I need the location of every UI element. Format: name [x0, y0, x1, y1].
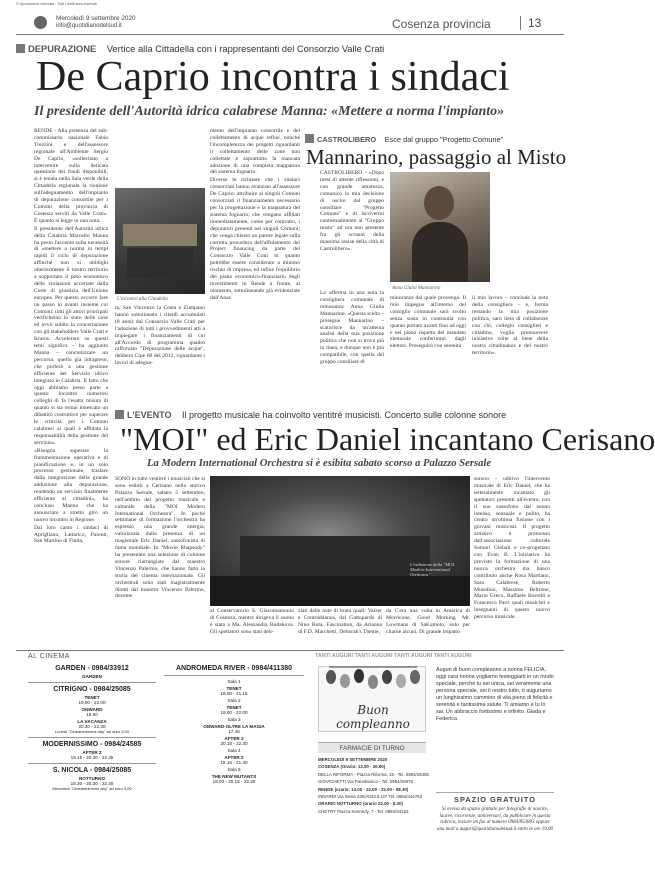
film-times: 17.45	[228, 729, 240, 734]
balloons-icon	[319, 667, 427, 697]
main-column-1	[34, 128, 108, 594]
cinema-block	[28, 686, 156, 734]
film-times: 18.15 - 20.30 - 22.45	[70, 755, 114, 760]
farmacie-line: INNARDI Via Sesia 430/A033.5.10* Tel. 0984/444753	[318, 794, 423, 800]
side-column-1: CASTROLIBERO - «Dopo mesi di attente riflessioni, e con grande amarezza, comunico la mia decisione di uscire dal gruppo consiliare "Progetto Comune" e di iscrivermi contestualmente al "Gruppo misto" ad ora non presente fra gli scranni della massima assise della città di Castrolibero».	[320, 170, 384, 252]
farmacie-header-bar	[318, 742, 426, 753]
main-paragraph: mento dell'impianto consortile e del collettamento di acque reflue, nonché l'incompletezza dei progetti riguardanti il collettamento delle zone non collettate e soprattutto la mancata adozione di una completa mappatura del sistema fognario.	[210, 128, 300, 176]
mannarino-photo	[390, 172, 490, 282]
cinema-name: GARDEN - 0984/33912	[55, 665, 129, 672]
screening	[164, 767, 304, 784]
photo-audience-shape	[210, 576, 470, 606]
cinema-block	[28, 767, 156, 791]
cinema-name: MODERNISSIMO - 0984/24585	[42, 741, 142, 748]
farmacie-line: ORARIO NOTTURNO (orario 22.00 - 8.30)	[318, 801, 403, 807]
farmacie-line: GIOVICHETTI Via Panebianco - Tel. 0984/26970	[318, 779, 414, 785]
main-paragraph: Diverse le richieste che i sindaci consorziati hanno avanzato all'assessore De Caprio: attribuire ai singoli Comuni consorziati il finanziamento necessario per la progettazione e la mappatura del sistema fognario; che vengano affidati immediatamente, come per contratto, i depuratori presenti nei singoli Comuni; che venga chiesto un parere legale sulla corretta procedura dell'affidamento del Project financing da parte del Consorzio Valle Crati in quanto potrebbe essere considerato a minimo rischio di impresa, ed infine l'equilibrio del piano economico-finanziario degli investimenti in Rende a fronte, al momento, sottolineando già evidenziate dall'Anac.	[210, 177, 300, 301]
section-name: Cosenza provincia	[392, 17, 491, 31]
spazio-text: Si avvisa da spazio gratuito per fotografie di nascite, lauree, ricorrenze, anniversari, da pubblicare in questa rubrica, inviare un fax al numero 0984/853893 oppure una mail a auguri@quotidianodelsud.it entro le ore 19.00	[436, 807, 554, 832]
side-kicker-line: Esce dal gruppo "Progetto Comune"	[384, 135, 504, 144]
side-kicker: CASTROLIBERO	[317, 135, 377, 144]
cinema-note: Mercoledì "Cineamnimomi day" ad euro 3,00	[52, 786, 132, 791]
event-column-4: da C'era una volta in America di Morricone, Good Morning Mr. Lowmans di SaKamoto, solo per citarne alcuni. Di grande impatto	[386, 608, 470, 635]
photo-musicians-shape	[240, 536, 430, 576]
main-column-3	[210, 128, 300, 392]
main-column-2: ta, San Vincenzo la Costa e Zumpano hanno sottolineato i ritardi accumulati (8 anni) dal Consorzio Valle Crati per l'adozione di tutti i provvedimenti atti a impiegare i finanziamenti di cui all'Accordo di programma quadro rafforzato "Depurazione delle acque", delibera Cipe 60 del 2012, riguardante i lavori di adegua-	[115, 305, 205, 367]
contact-email: info@quotidianodelsud.it	[56, 23, 122, 29]
farmacie-line: DELLA RIFORMA - Piazza Riforma, 15 - Tel. 0984/26485	[318, 771, 429, 777]
issue-date: Mercoledì 9 settembre 2020	[56, 15, 136, 22]
birthday-card	[318, 666, 426, 732]
event-subhead: La Modern International Orchestra si è esibita sabato scorso a Palazzo Sersale	[147, 458, 492, 469]
film-title: TENET	[226, 705, 242, 710]
screening	[164, 736, 304, 746]
film-title: TENET	[226, 686, 242, 691]
cinema-divider	[28, 682, 156, 683]
screening	[164, 717, 304, 734]
orchestra-photo	[210, 476, 470, 606]
sala-label: Sala 2	[227, 698, 241, 703]
cinema-name: S. NICOLA - 0984/25085	[52, 767, 132, 774]
kicker-square-icon	[305, 134, 314, 143]
cinema-column-2	[164, 665, 304, 870]
main-paragraph: RENDE - Alla presenza del sub-commissario nazionale Fabio Trezzini e dell'assessore regionale all'Ambiente Sergio De Caprio, «sollecitato a intervenire sulla delicata questione dei fondi disponibili, si è tenuta nella Sala verde della Cittadella regionale la riunione sull'adeguamento dell'impianto di depurazione consortile per i Comuni della provincia di Cosenza serviti da Valle Crati». È quanto si legge in una nota.	[34, 128, 108, 224]
farmacie-line: COSENZA (Orario: 13.00 - 20.00)	[318, 764, 386, 770]
film-title: LA VACANZA	[77, 719, 107, 724]
film-title: AFTER 2	[224, 736, 244, 741]
film-title: ONWARD-OLTRE LA MAGIA	[203, 724, 265, 729]
side-column-4: il mio lavoro – conclude la nota della consigliera – e, forma restando la mia posizione politica, sarò lieta di collaborare con chi, colleghi consiglieri e cittadino, voglia promuovere iniziative volte al bene della nostra cittadinanza e del nostro territorio».	[472, 295, 548, 357]
photo-people-shape	[127, 248, 193, 278]
film-title: GARDEN	[82, 674, 102, 679]
film-times: 19.00 - 22.00	[220, 710, 248, 715]
event-photo-caption: L'esibizione della "MOI Modern International Orchestra"	[410, 562, 454, 577]
copyright-notice: © riproduzione riservata · Tutti i diritti sono riservati	[16, 2, 97, 6]
main-photo-caption: L'incontro alla Cittadella	[117, 297, 168, 302]
auguri-message: Auguri di buon compleanno a nonna FELICIA, oggi cara nonna vogliamo festeggiarti in un modo speciale, perché tu sei unica, sei veramente una persona speciale, sei il nostro tutto, ti auguriamo un lunghissimo cammino di vita pieno di felicità e serenità e tantissima salute. Ti amiamo e tu lo sai. Un abbraccio fortissimo e infinito. Giada e Federica	[436, 667, 554, 722]
photo-body-shape	[412, 222, 468, 282]
event-headline: "MOI" ed Eric Daniel incantano Cerisano	[120, 421, 655, 457]
logo-circle-icon	[34, 16, 47, 29]
farmacie-line: MERCOLEDÌ 9 SETTEMBRE 2020	[318, 757, 388, 762]
film-times: 18.30 - 20.30 - 22.30	[70, 781, 114, 786]
cinema-header: AL CINEMA	[28, 653, 70, 660]
cinema-block	[28, 665, 156, 679]
farmacie-line: RENDE (orario: 13.00 - 22.00 - 22.00 - 08.30)	[318, 786, 409, 792]
main-paragraph: «Bisogna superare la frammentazione operativa e di pianificazione e, in un solo processo gestionale, traslare dalla integrazione della grande adduzione alla depurazione, rendendo un servizio finalmente efficiente ai cittadini», ha concluso Manna che ha annunciato a stretto giro un nuovo incontro in Regione.	[34, 447, 108, 523]
section-rule	[16, 650, 564, 651]
screening	[164, 679, 304, 696]
photo-head-shape	[424, 186, 454, 220]
sala-label: Sala 4	[227, 748, 241, 753]
kicker-square-icon	[16, 44, 25, 53]
farmacie-line: CHETRY Piazza Kennedy, 7 - Tel. 0984/34153	[318, 808, 409, 814]
meeting-photo	[115, 188, 205, 294]
page-number: 13	[528, 16, 542, 30]
farmacie-list	[318, 756, 430, 815]
film-title: NOTTURNO	[78, 776, 106, 781]
screening	[164, 698, 304, 715]
auguri-header: TANTI AUGURI TANTI AUGURI TANTI AUGURI TANTI AUGURI	[315, 653, 472, 659]
cinema-column-1	[28, 665, 156, 870]
main-paragraph: Il presidente dell'Autorità idrica della Calabria Marcello Manna ha posto l'accento sulla necessità di «mettere a norma in tempi rapidi il ciclo di depurazione affinché non si obblighi ulteriormente il nostro territorio a sopportare il peso economico delle violazioni accertate dalla Corte di giustizia dell'Unione europea. Per questo occorre fare un passo in avanti insieme coi Comuni: tutti gli attori principali verificheino lo stato delle cose ed avvii subito la concertazione con gli stakeholders Valle Crati e Kratos. Accelerare su questi temi significa – ha aggiunto Manna – concretizzare un percorso, quello già intrapreso, che porterà a una gestione efficiente del Servizio idrico integrato in Calabria. Il fatto che oggi abbiamo preso parte a questo incontro numerosi colleghi di fa l'esatta misura di quanto si sia ormai innescato un dibattito costruttivo per superare le criticità per i Comuni calabresi ai quali è affidata la responsabilità della gestione del servizio».	[34, 225, 108, 446]
film-title: AFTER 2	[224, 755, 244, 760]
side-column-2: Lo afferma in una nota la consigliera comunale di minoranza Anna Giulia Mannarino. «Questa scelta – prosegue Mannarino – scaturisce da un'attenta analisi della mia posizione politica che non si trova più in linea, e dunque non è più compatibile, con quella del gruppo consiliare di	[320, 290, 384, 366]
film-times: 19.00 - 22.00	[78, 700, 106, 705]
film-times: 18.00 - 20.15 - 22.30	[212, 779, 256, 784]
side-column-3: minoranza dal quale provengo. Il mio impegno all'interno del consiglio comunale sarà svolto senza sosta in continuità con quanto portato avanti fino ad oggi e nel pieno rispetto del mandato elettorale conferitomi dagli elettori. Proseguirò con serenità	[390, 295, 466, 350]
spazio-header: SPAZIO GRATUITO	[454, 795, 536, 804]
side-headline: Mannarino, passaggio al Misto	[306, 145, 567, 169]
film-times: 20.15 - 22.30	[220, 741, 248, 746]
film-times: 18.15 - 21.30	[220, 760, 248, 765]
photo-table-shape	[123, 224, 197, 246]
film-times: 20.30 - 22.30	[78, 724, 106, 729]
event-kicker-line: Il progetto musicale ha coinvolto ventitré musicisti. Concerto sulle colonne sonore	[181, 410, 507, 420]
main-headline: De Caprio incontra i sindaci	[36, 54, 510, 100]
event-column-3: ziati dalle note di brani quali: Valzer e Contraddanza, dal Gattopardo di Nino Rota, Fascination, da Arianna di F.D. Marchetti, Deborah's Theme,	[298, 608, 382, 635]
cinema-divider	[28, 737, 156, 738]
divider	[520, 16, 521, 30]
main-subhead: Il presidente dell'Autorità idrica calabrese Manna: «Mettere a norma l'impianto»	[34, 104, 505, 119]
film-title: ONWARD	[81, 707, 103, 712]
side-photo-caption: Anna Giulia Mannarino	[392, 286, 441, 291]
cinema-divider	[28, 763, 156, 764]
film-times: 18.00 - 21.15	[220, 691, 248, 696]
event-column-1: SONO in tutto ventitré i musicisti che si sono esibiti a Cerisano nello storico Palazzo Sersale, sabato 5 settembre, nell'ambito del progetto musicale e culturale della "MOI Modern International Orchestra". In poche settimane di formazione l'orchestra ha espresso una grande energia, valorizzata dalla presenza di un magistrale Eric Daniel, sassofonista di fama mondiale. In "Movie Rhapsody" ha presentato una selezione di colonne sonore riarrangiate dal maestro Vincenzo Palermo, che hanno fatto la storia del cinema internazionale. Gli orchestrali sono stati magistralmente diretti dal maestro Vincenzo Palermo, docente	[115, 476, 205, 600]
event-column-2: al Conservatorio S. Giacomantonio di Cosenza, mentre dirigeva il suono è stata a Ma. Alessandra Rudakova. Gli spettatori sono stati deli-	[210, 608, 294, 635]
sala-label: Sala 3	[227, 717, 241, 722]
kicker-square-icon	[115, 410, 124, 419]
cinema-name: ANDROMEDA RIVER - 0984/411380	[175, 665, 293, 672]
event-kicker: L'EVENTO	[127, 410, 172, 420]
spazio-box	[436, 792, 554, 833]
cinema-note: Lunedì "Cineamnimomi day" ad euro 3,00	[55, 729, 129, 734]
film-times: 18.00	[86, 712, 98, 717]
film-title: THE NEW MUTANTS	[211, 774, 257, 779]
main-paragraph: Dal loro canto i sindaci di Aprigliano, Lattarico, Parenti, San Martino di Finita,	[34, 524, 108, 545]
card-greeting: Buon compleanno	[336, 703, 410, 731]
film-title: TENET	[84, 695, 100, 700]
main-kicker: DEPURAZIONE	[28, 43, 97, 54]
sala-label: Sala 5	[227, 767, 241, 772]
farmacie-header: FARMACIE DI TURNO	[339, 745, 405, 752]
event-column-5: sonoro - uditivo l'intervento musicale di Eric Daniel, che ha letteralmente incantato gli spettatori presenti all'evento, con il suo sassofono dal suono intenso, sensuale e pulito, ha creato un'ottima fusione con i giovani musicisti. Il progetto artistico è promosso dall'associazione culturale Somari Globali e co-progettato con Evan B. L'iniziativa ha previsto la formazione di una nuova orchestra ma banco contributo anche Rosa Martiano, Sara Calabrese, Roberto Musolino, Massimo Beltrone, Mario Greco, Raffaele Borrelli e Francesco Parri quali musicisti e insegnanti di questo nuovo percorso musicale.	[474, 476, 550, 621]
cinema-block	[28, 741, 156, 760]
screening	[164, 748, 304, 765]
top-rule	[16, 34, 564, 35]
main-kicker-line: Vertice alla Cittadella con i rappresentanti del Consorzio Valle Crati	[106, 43, 385, 54]
film-title: AFTER 2	[82, 750, 102, 755]
sala-label: Sala 1	[227, 679, 241, 684]
cinema-divider	[164, 675, 304, 676]
cinema-name: CITRIGNO - 0984/25085	[53, 686, 131, 693]
